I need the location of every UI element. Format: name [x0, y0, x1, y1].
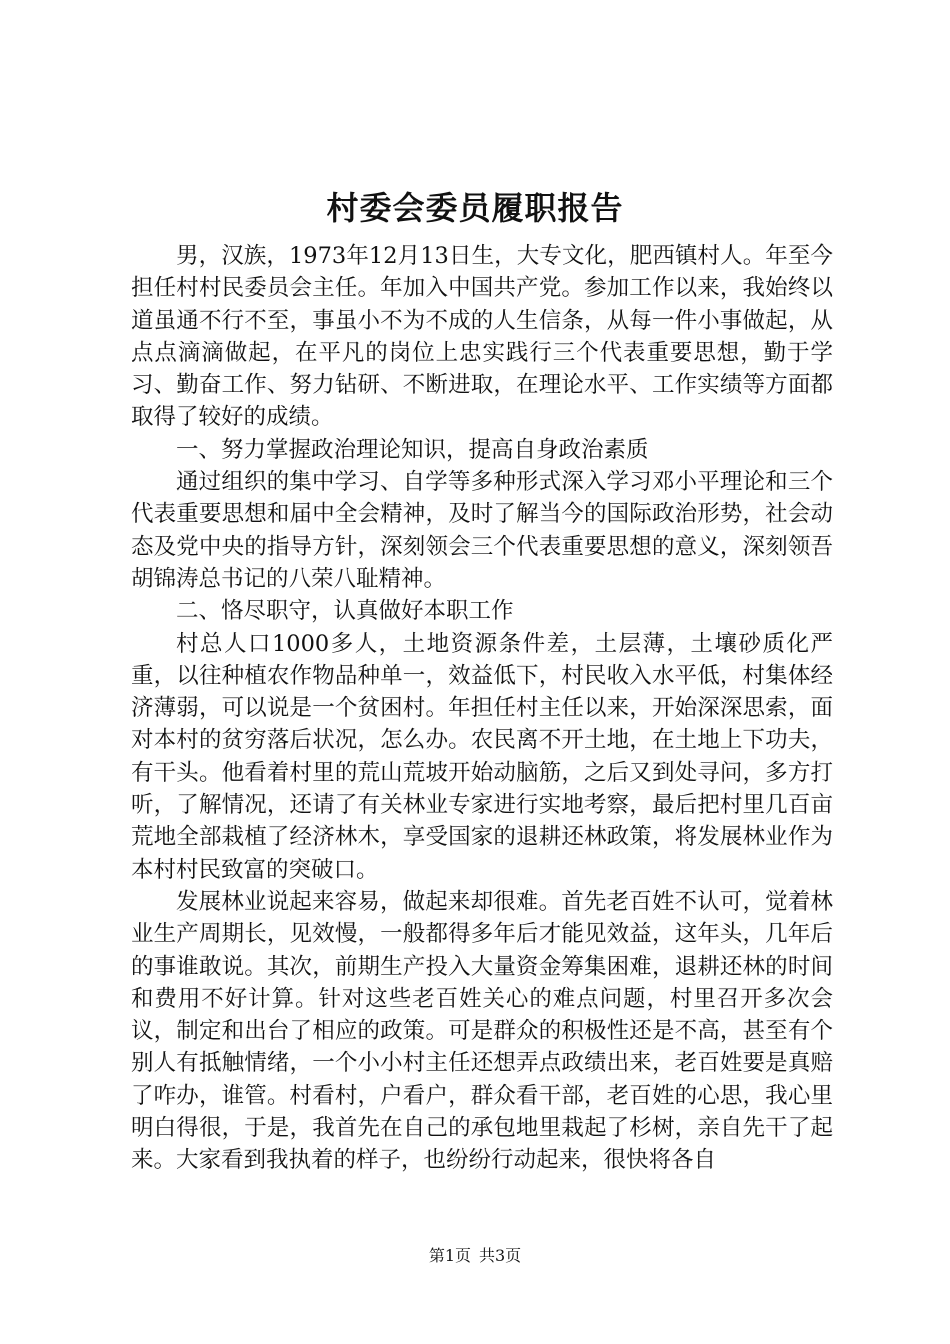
section-heading-2: 二、恪尽职守，认真做好本职工作	[176, 598, 514, 625]
section-heading-1: 一、努力掌握政治理论知识，提高自身政治素质	[176, 436, 649, 463]
page-total: 共3页	[479, 1246, 522, 1265]
page-footer	[0, 1246, 950, 1266]
paragraph-study: 通过组织的集中学习、自学等多种形式深入学习邓小平理论和三个代表重要思想和届中全会精神，及时了解当今的国际政治形势，社会动态及党中央的指导方针，深刻领会三个代表重要思想的意义，深刻领吾胡锦涛总书记的八荣八耻精神。	[131, 469, 833, 592]
page-number: 第1页	[428, 1246, 471, 1265]
paragraph-village: 村总人口1000多人，土地资源条件差，土层薄，土壤砂质化严重，以往种植农作物品种单一，效益低下，村民收入水平低，村集体经济薄弱，可以说是一个贫困村。年担任村主任以来，开始深深思索，面对本村的贫穷落后状况，怎么办。农民离不开土地，在土地上下功夫，有干头。他看着村里的荒山荒坡开始动脑筋，之后又到处寻问，多方打听，了解情况，还请了有关林业专家进行实地考察，最后把村里几百亩荒地全部栽植了经济林木，享受国家的退耕还林政策，将发展林业作为本村村民致富的突破口。	[131, 630, 833, 883]
document-title: 村委会委员履职报告	[326, 189, 624, 227]
paragraph-forestry: 发展林业说起来容易，做起来却很难。首先老百姓不认可，觉着林业生产周期长，见效慢，一般都得多年后才能见效益，这年头，几年后的事谁敢说。其次，前期生产投入大量资金筹集困难，退耕还林的时间和费用不好计算。针对这些老百姓关心的难点问题，村里召开多次会议，制定和出台了相应的政策。可是群众的积极性还是不高，甚至有个别人有抵触情绪，一个小小村主任还想弄点政绩出来，老百姓要是真赔了咋办，谁管。村看村，户看户，群众看干部，老百姓的心思，我心里明白得很，于是，我首先在自己的承包地里栽起了杉树，亲自先干了起来。大家看到我执着的样子，也纷纷行动起来，很快将各自	[131, 888, 833, 1174]
paragraph-intro: 男，汉族，1973年12月13日生，大专文化，肥西镇村人。年至今担任村村民委员会主任。年加入中国共产党。参加工作以来，我始终以道虽通不行不至，事虽小不为不成的人生信条，从每一件小事做起，从点点滴滴做起，在平凡的岗位上忠实践行三个代表重要思想，勤于学习、勤奋工作、努力钻研、不断进取，在理论水平、工作实绩等方面都取得了较好的成绩。	[131, 243, 833, 431]
document-body	[131, 240, 833, 1177]
